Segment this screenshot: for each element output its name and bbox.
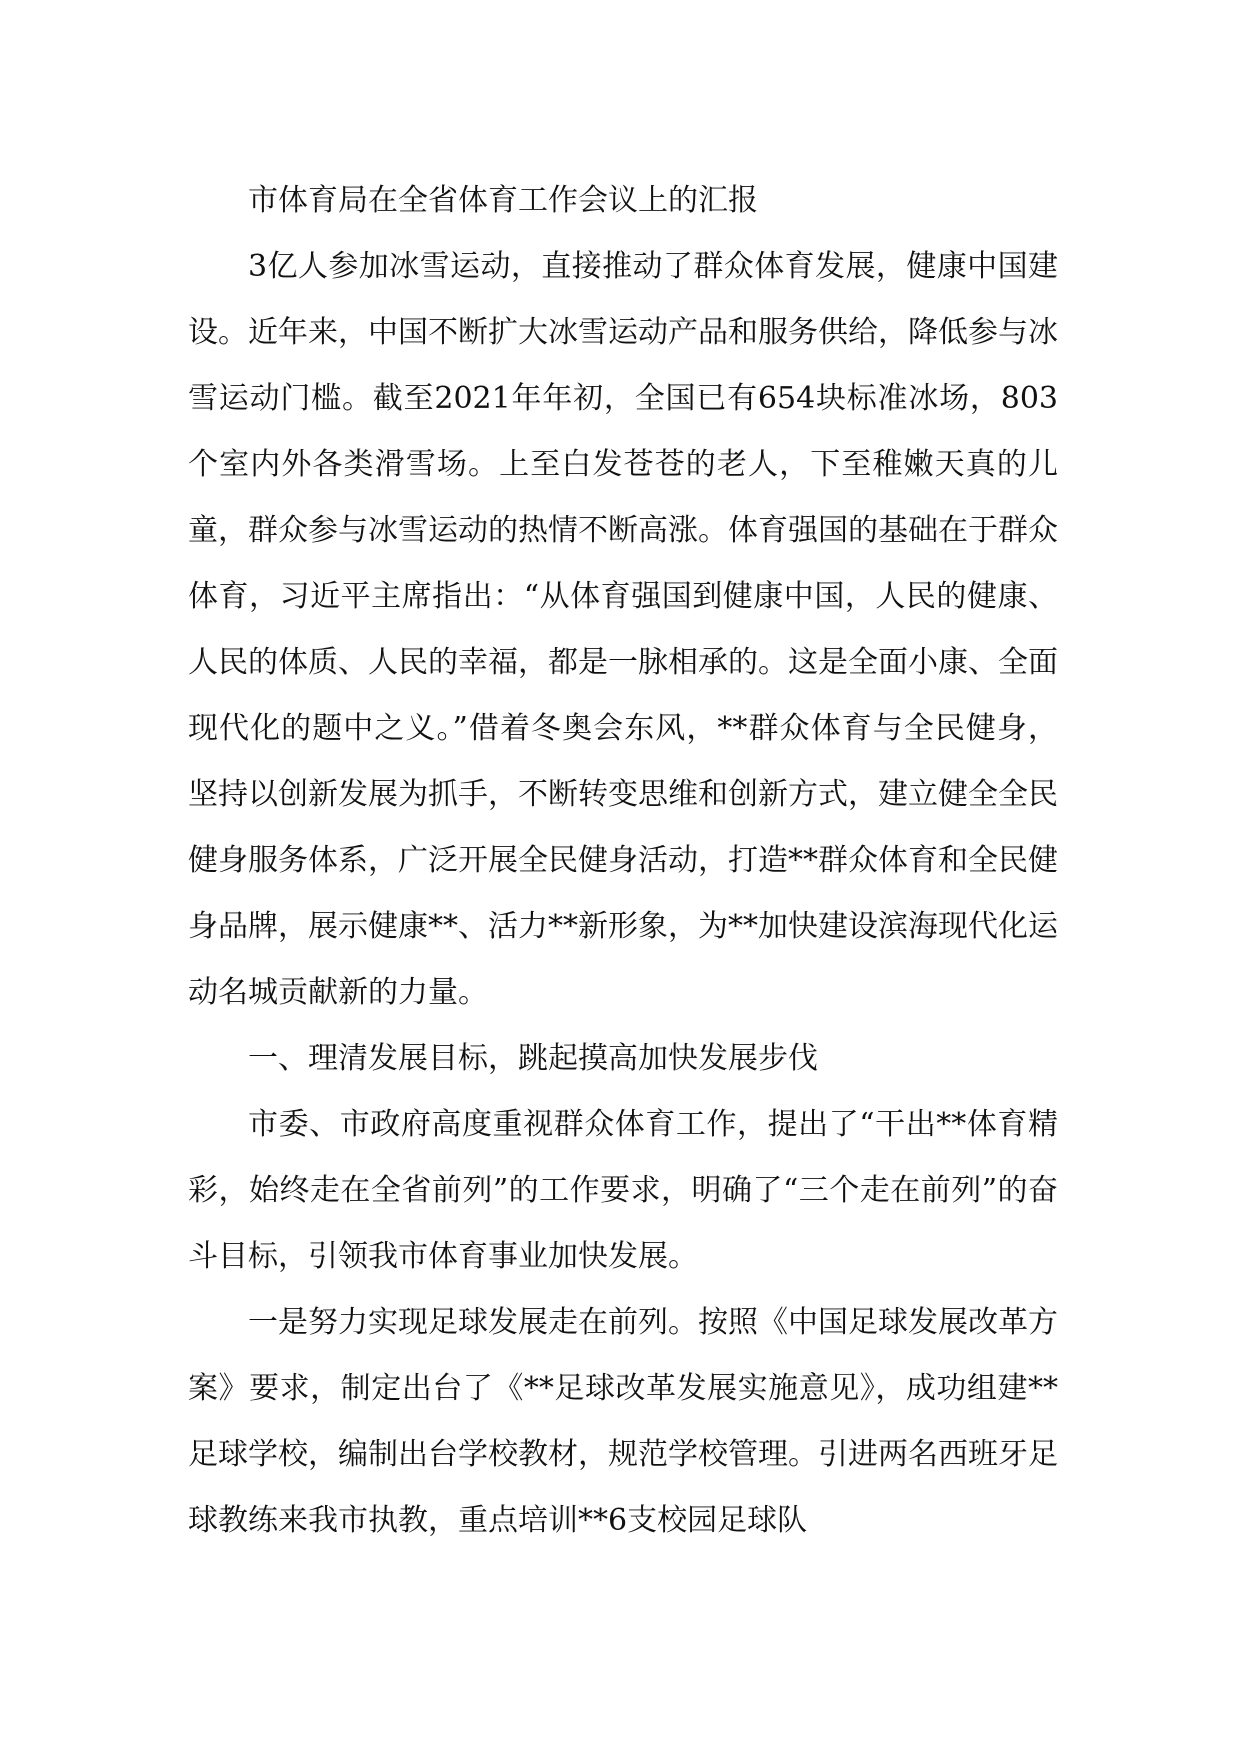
document-body xyxy=(188,168,1058,1554)
section-paragraph: 一是努力实现足球发展走在前列。按照《中国足球发展改革方案》要求，制定出台了《**足球改革发展实施意见》，成功组建**足球学校，编制出台学校教材，规范学校管理。引进两名西班牙足球教练来我市执教，重点培训**6支校园足球队 xyxy=(188,1305,1058,1538)
intro-paragraph: 3亿人参加冰雪运动，直接推动了群众体育发展，健康中国建设。近年来，中国不断扩大冰雪运动产品和服务供给，降低参与冰雪运动门槛。截至2021年年初，全国已有654块标准冰场，803个室内外各类滑雪场。上至白发苍苍的老人，下至稚嫩天真的儿童，群众参与冰雪运动的热情不断高涨。体育强国的基础在于群众体育，习近平主席指出：“从体育强国到健康中国，人民的健康、人民的体质、人民的幸福，都是一脉相承的。这是全面小康、全面现代化的题中之义。”借着冬奥会东风，**群众体育与全民健身，坚持以创新发展为抓手，不断转变思维和创新方式，建立健全全民健身服务体系，广泛开展全民健身活动，打造**群众体育和全民健身品牌，展示健康**、活力**新形象，为**加快建设滨海现代化运动名城贡献新的力量。 xyxy=(188,249,1058,1010)
document-title: 市体育局在全省体育工作会议上的汇报 xyxy=(248,183,758,218)
section-heading: 一、理清发展目标，跳起摸高加快发展步伐 xyxy=(248,1041,818,1076)
section-paragraph: 市委、市政府高度重视群众体育工作，提出了“干出**体育精彩，始终走在全省前列”的工作要求，明确了“三个走在前列”的奋斗目标，引领我市体育事业加快发展。 xyxy=(188,1107,1058,1274)
